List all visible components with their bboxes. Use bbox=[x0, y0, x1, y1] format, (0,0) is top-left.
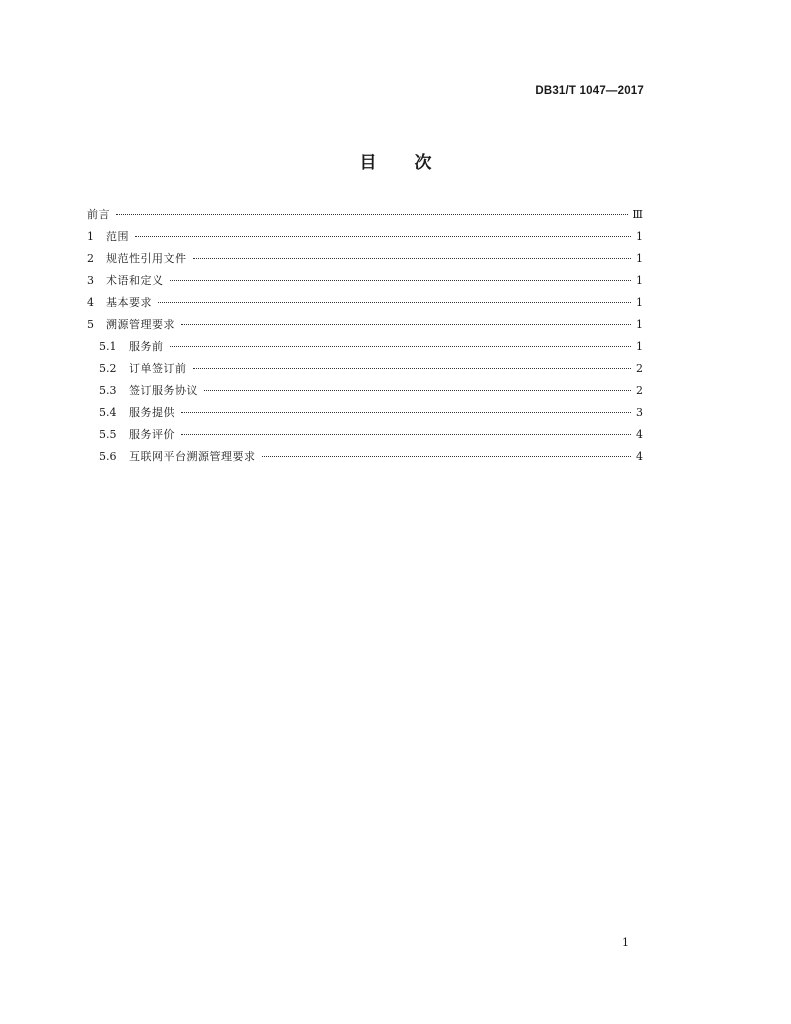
toc-entry-3[interactable] bbox=[87, 272, 643, 294]
dot-leader bbox=[193, 258, 632, 259]
toc-entry-page: 1 bbox=[636, 340, 643, 353]
toc-entry-number: 5.2 bbox=[99, 362, 117, 375]
toc-entry-page: 1 bbox=[636, 274, 643, 287]
toc-entry-page: 1 bbox=[636, 318, 643, 331]
page-number: 1 bbox=[622, 936, 629, 949]
toc-entry-label: 基本要求 bbox=[106, 296, 152, 309]
toc-entry-label: 服务提供 bbox=[129, 406, 175, 419]
table-of-contents bbox=[87, 206, 643, 470]
toc-entry-5-3[interactable] bbox=[87, 382, 643, 404]
toc-entry-number: 5.3 bbox=[99, 384, 117, 397]
dot-leader bbox=[181, 434, 631, 435]
toc-entry-number: 2 bbox=[87, 252, 94, 265]
toc-entry-page: 2 bbox=[636, 384, 643, 397]
toc-entry-page: 1 bbox=[636, 252, 643, 265]
toc-entry-page: 4 bbox=[636, 428, 643, 441]
dot-leader bbox=[170, 280, 632, 281]
toc-entry-number: 3 bbox=[87, 274, 94, 287]
dot-leader bbox=[193, 368, 632, 369]
standard-code: DB31/T 1047—2017 bbox=[535, 85, 644, 97]
toc-entry-number: 5.5 bbox=[99, 428, 117, 441]
toc-entry-2[interactable] bbox=[87, 250, 643, 272]
toc-entry-number: 5.6 bbox=[99, 450, 117, 463]
dot-leader bbox=[204, 390, 631, 391]
toc-entry-number: 1 bbox=[87, 230, 94, 243]
toc-entry-label: 签订服务协议 bbox=[129, 384, 198, 397]
toc-entry-5-4[interactable] bbox=[87, 404, 643, 426]
toc-entry-page: 4 bbox=[636, 450, 643, 463]
toc-entry-page: 2 bbox=[636, 362, 643, 375]
page-title bbox=[0, 148, 791, 173]
toc-entry-label: 规范性引用文件 bbox=[106, 252, 187, 265]
toc-entry-label: 服务前 bbox=[129, 340, 164, 353]
toc-entry-5[interactable] bbox=[87, 316, 643, 338]
toc-entry-label: 范围 bbox=[106, 230, 129, 243]
toc-entry-number: 4 bbox=[87, 296, 94, 309]
toc-entry-label: 前言 bbox=[87, 208, 110, 221]
title-char-1: 目 bbox=[359, 153, 377, 173]
toc-entry-page: 3 bbox=[636, 406, 643, 419]
toc-entry-5-6[interactable] bbox=[87, 448, 643, 470]
toc-entry-label: 订单签订前 bbox=[129, 362, 187, 375]
toc-entry-5-5[interactable] bbox=[87, 426, 643, 448]
toc-entry-foreword[interactable] bbox=[87, 206, 643, 228]
toc-entry-number: 5.1 bbox=[99, 340, 117, 353]
toc-entry-label: 术语和定义 bbox=[106, 274, 164, 287]
toc-entry-number: 5.4 bbox=[99, 406, 117, 419]
toc-entry-label: 溯源管理要求 bbox=[106, 318, 175, 331]
toc-entry-label: 互联网平台溯源管理要求 bbox=[129, 450, 256, 463]
dot-leader bbox=[181, 324, 631, 325]
toc-entry-number: 5 bbox=[87, 318, 94, 331]
title-char-2: 次 bbox=[414, 153, 432, 173]
dot-leader bbox=[181, 412, 631, 413]
toc-entry-page: 1 bbox=[636, 296, 643, 309]
dot-leader bbox=[262, 456, 632, 457]
dot-leader bbox=[170, 346, 632, 347]
dot-leader bbox=[158, 302, 631, 303]
toc-entry-5-1[interactable] bbox=[87, 338, 643, 360]
toc-entry-page: Ⅲ bbox=[632, 208, 643, 221]
dot-leader bbox=[135, 236, 631, 237]
dot-leader bbox=[116, 214, 628, 215]
toc-entry-4[interactable] bbox=[87, 294, 643, 316]
toc-entry-5-2[interactable] bbox=[87, 360, 643, 382]
toc-entry-label: 服务评价 bbox=[129, 428, 175, 441]
toc-entry-page: 1 bbox=[636, 230, 643, 243]
toc-entry-1[interactable] bbox=[87, 228, 643, 250]
